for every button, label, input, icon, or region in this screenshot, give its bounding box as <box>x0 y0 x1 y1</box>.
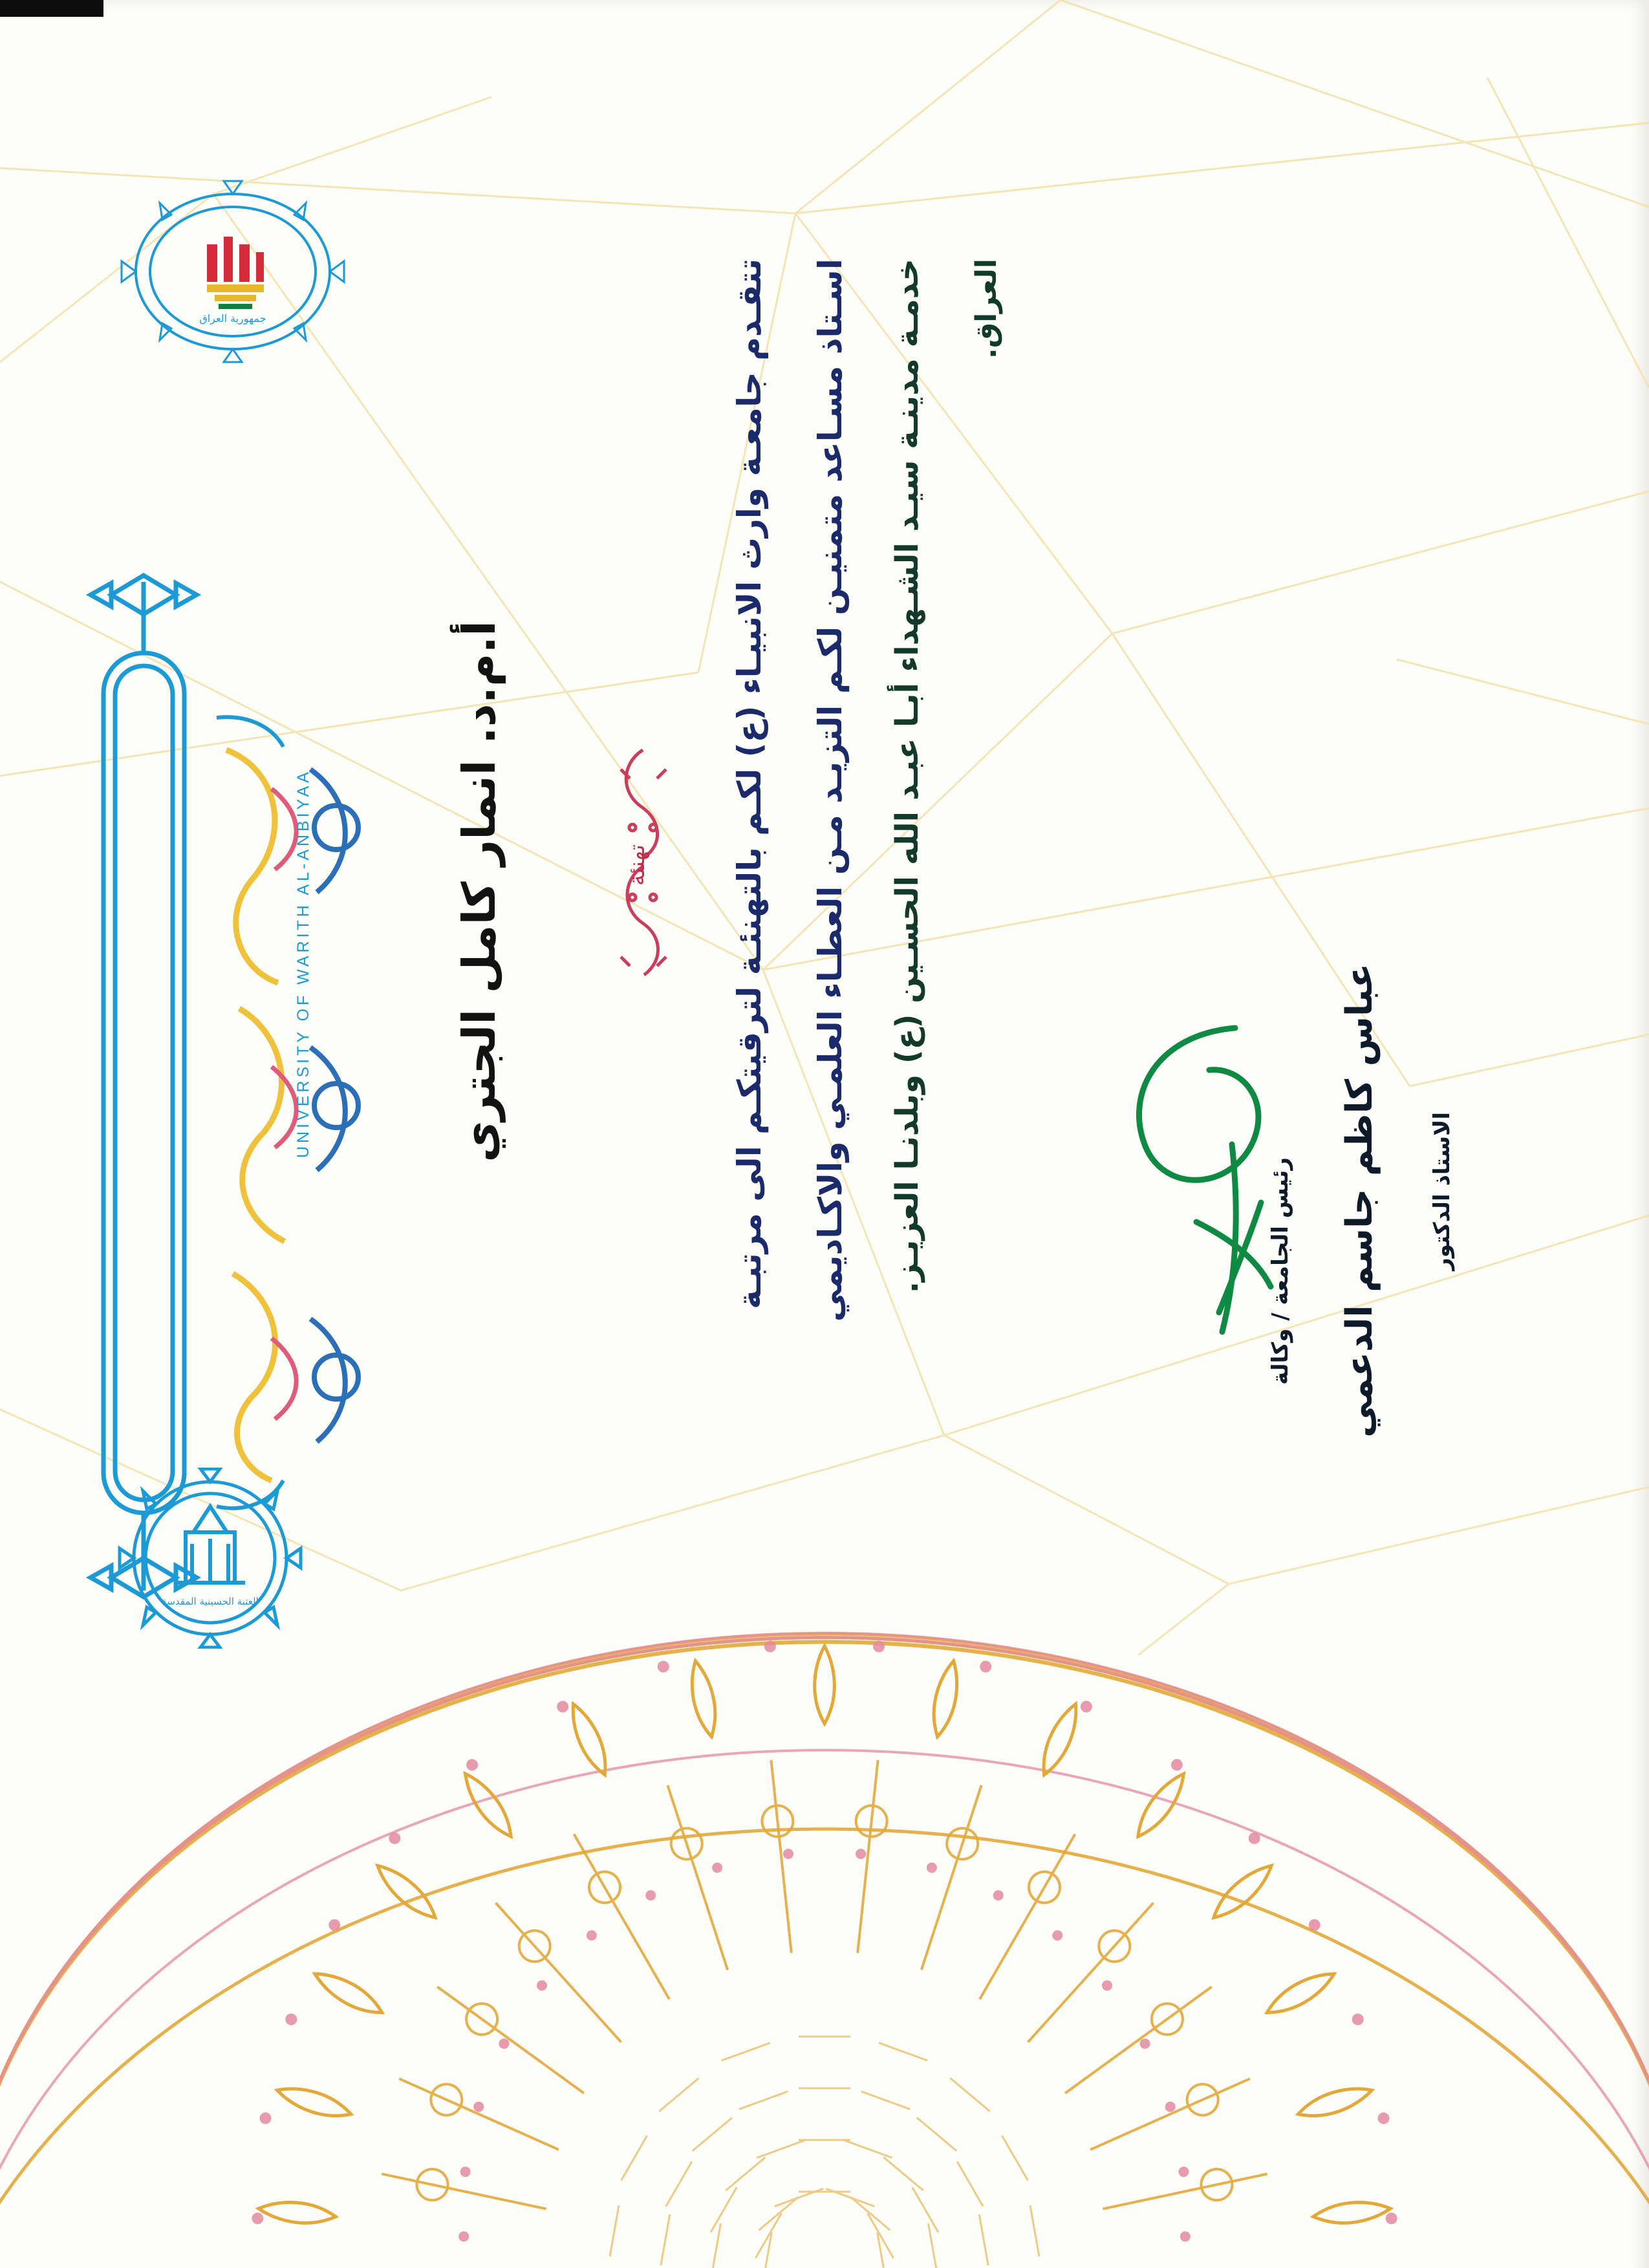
scan-edge-right <box>1632 0 1649 2268</box>
university-logo <box>78 556 401 1616</box>
signer-title-role: رئيس الجامعة / وكالة <box>1267 1157 1293 1385</box>
national-emblem <box>110 175 356 369</box>
scan-corner-marker <box>0 0 103 17</box>
body-line-2: تتقـدم جامعـة وارث الانبيـاء (ع) لكـم بالتهنئـة لترقيتكـم الى مرتبـة <box>731 259 768 1309</box>
emblem-caption: جمهورية العراق <box>199 312 266 325</box>
university-name-en: UNIVERSITY OF WARITH AL-ANBIYAA <box>294 769 312 1158</box>
shrine-logo <box>113 1468 307 1649</box>
recipient-name: أ.م.د. انمار كامل الجتري <box>453 621 506 1162</box>
scan-edge-top <box>0 0 1649 12</box>
congratulation-stamp <box>601 731 685 1002</box>
country-line: العراق. <box>970 259 1003 359</box>
signer-name: عباس كاظم جاسم الدعمي <box>1339 963 1381 1438</box>
stamp-text: تهنئة <box>624 844 650 886</box>
bottom-ornament <box>0 1544 1649 2268</box>
service-line: خدمـة مدينـة سيـد الشـهداء أبـا عبـد الله الحسـين (ع) وبلدنـا العزيـز. <box>889 259 925 1294</box>
shrine-caption: العتبة الحسينية المقدسة <box>162 1596 259 1607</box>
body-line-1: اسـتاذ مسـاعد متمنيـن لكـم التزيـد مـن العطـاء العلمـي والاكـاديمي <box>812 259 849 1322</box>
signer-title-academic: الاستاذ الدكتور <box>1429 1112 1455 1270</box>
